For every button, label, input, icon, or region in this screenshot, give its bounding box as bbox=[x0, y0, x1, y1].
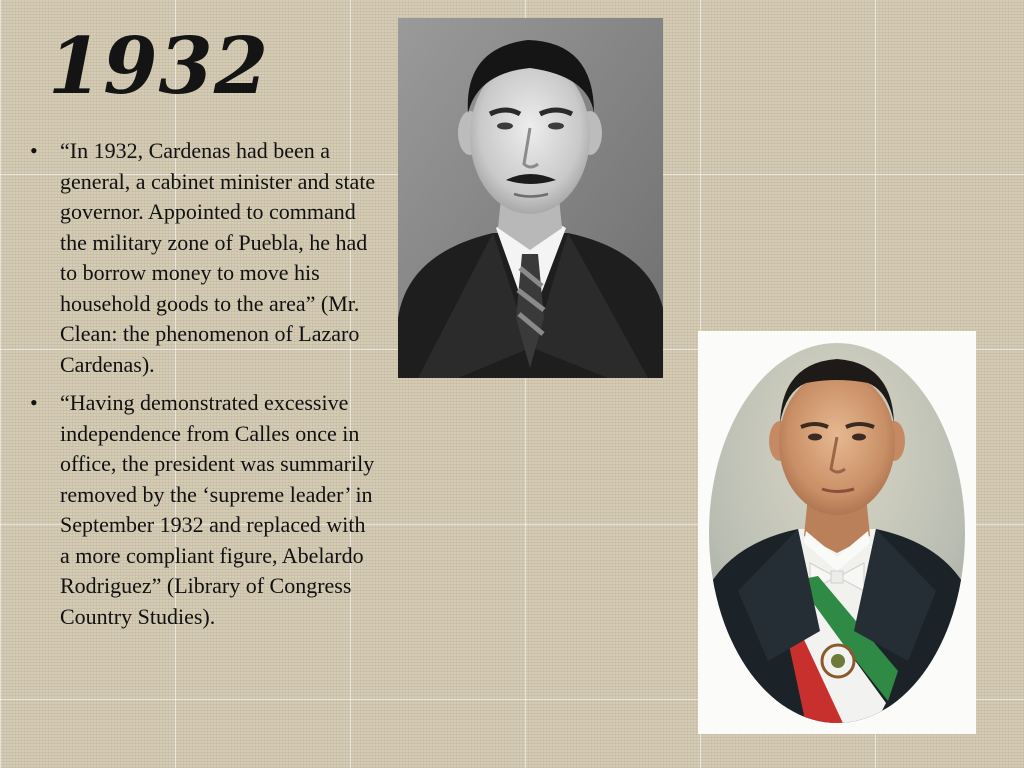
bullet-text: “In 1932, Cardenas had been a general, a cabinet minister and state governor. Appointed to command the military zone of Puebla, he had to borrow money to move his household goods to the area” (Mr. Clean: the phenomenon of Lazaro Cardenas). bbox=[60, 138, 376, 377]
portrait-photo-image bbox=[398, 18, 663, 378]
portrait-painting bbox=[698, 331, 976, 734]
bullet-marker: • bbox=[30, 390, 38, 415]
slide-title: 1932 bbox=[48, 21, 270, 112]
portrait-photo-bw bbox=[398, 18, 663, 378]
bullet-list bbox=[26, 136, 378, 640]
portrait-painting-image bbox=[698, 331, 976, 734]
bullet-item-cardenas-quote bbox=[26, 136, 378, 380]
bullet-text: “Having demonstrated excessive independence from Calles once in office, the president was summarily removed by the ‘supreme leader’ in September 1932 and replaced with a more compliant figure, Abelardo Rodriguez” (Library of Congress Country Studies). bbox=[60, 390, 375, 629]
bullet-marker: • bbox=[30, 138, 38, 163]
bullet-item-calles-quote bbox=[26, 388, 378, 632]
